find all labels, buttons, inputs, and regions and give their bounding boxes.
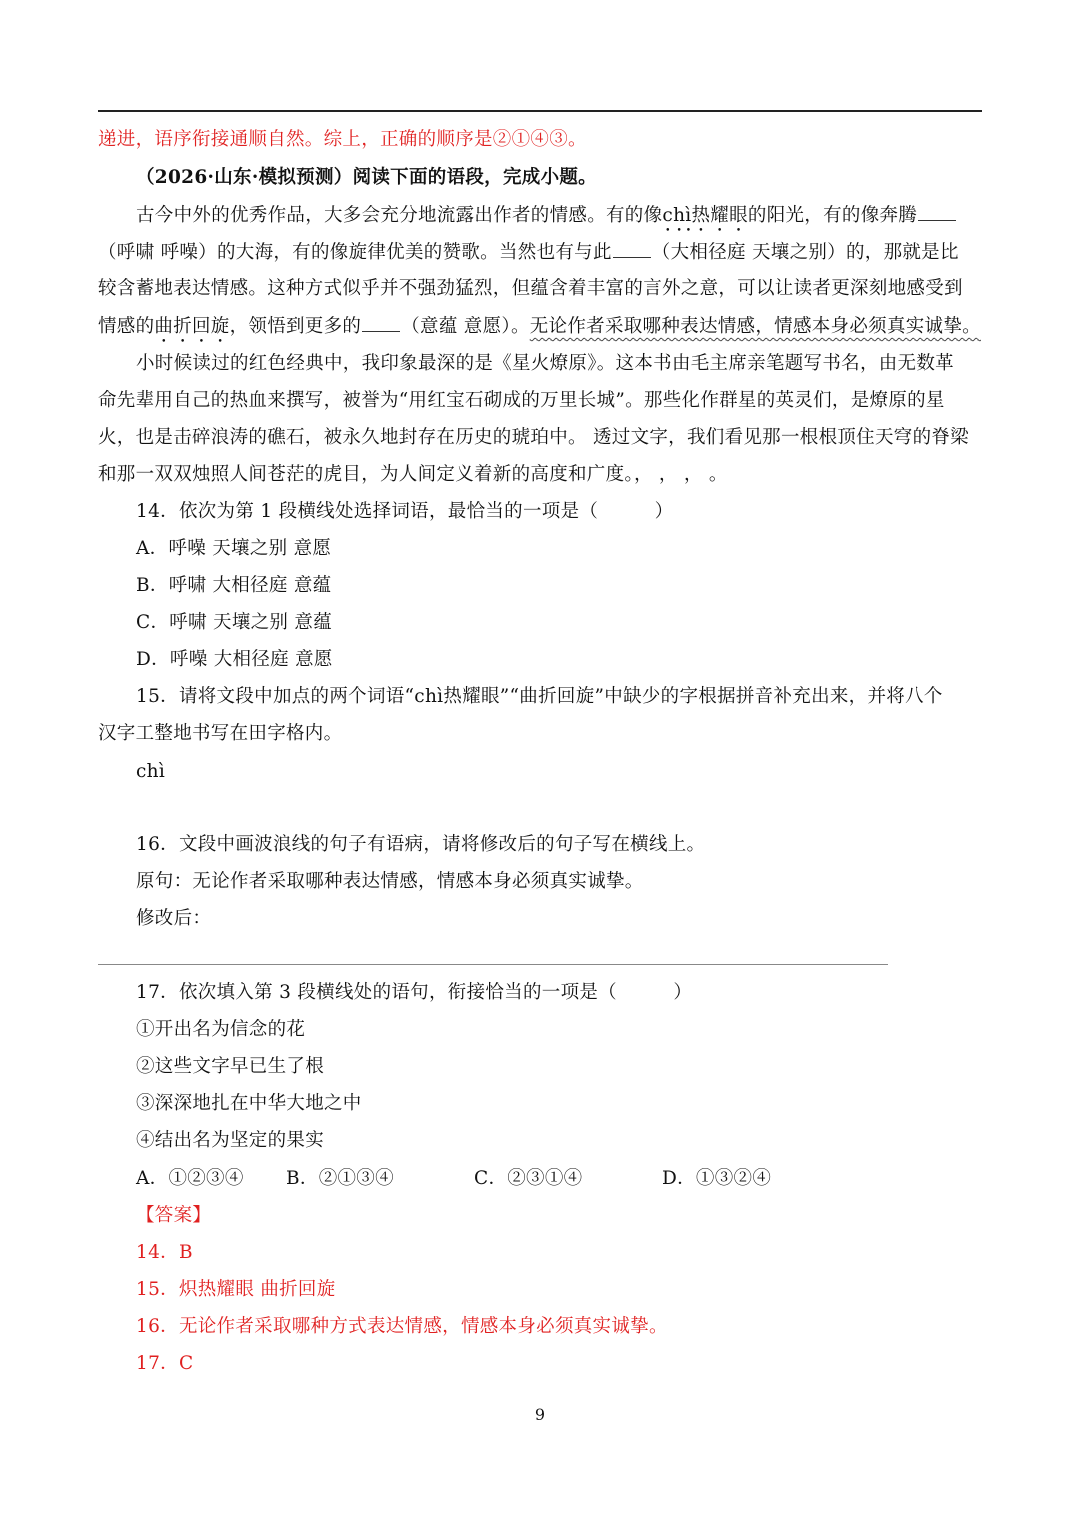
- q17-item-2: ②这些文字早已生了根: [136, 1056, 325, 1077]
- para1-line3: 较含蓄地表达情感。这种方式似乎并不强劲猛烈，但蕴含着丰富的言外之意，可以让读者更深刻地感受到: [98, 278, 963, 299]
- para1-line4: [98, 313, 984, 347]
- q17-option-b: B．②①③④: [286, 1168, 394, 1189]
- q14-option-b: B．呼啸 大相径庭 意蕴: [136, 575, 332, 596]
- answer-17: 17．C: [136, 1353, 194, 1374]
- para1-text: （意蕴 意愿）。: [401, 316, 530, 337]
- q17-item-3: ③深深地扎在中华大地之中: [136, 1093, 362, 1114]
- header-rule: [98, 110, 982, 112]
- answer-label: 【答案】: [136, 1205, 212, 1226]
- answer-16: 16．无论作者采取哪种方式表达情感，情感本身必须真实诚挚。: [136, 1316, 668, 1337]
- q16-original: 原句：无论作者采取哪种表达情感，情感本身必须真实诚挚。: [136, 871, 644, 892]
- q17-option-a: A．①②③④: [136, 1168, 244, 1189]
- page-number: 9: [534, 1405, 546, 1424]
- para2-line4: 和那一双双烛照人间苍茫的虎目，为人间定义着新的高度和广度。， ， ， 。: [98, 464, 728, 485]
- para1-text: 的阳光，有的像奔腾: [747, 205, 918, 226]
- para1-text: 古今中外的优秀作品，大多会充分地流露出作者的情感。有的像: [136, 205, 663, 226]
- q14-option-c: C．呼啸 天壤之别 意蕴: [136, 612, 333, 633]
- dotted-word-quzhe: 曲折回旋: [154, 316, 230, 337]
- blank-line-3: [362, 313, 400, 332]
- section-heading: （2026·山东·模拟预测）阅读下面的语段，完成小题。: [136, 167, 597, 188]
- para1-line2: [98, 239, 984, 266]
- q17-item-1: ①开出名为信念的花: [136, 1019, 306, 1040]
- q16-stem: 16．文段中画波浪线的句子有语病，请将修改后的句子写在横线上。: [136, 834, 706, 855]
- para2-line1: 小时候读过的红色经典中，我印象最深的是《星火燎原》。这本书由毛主席亲笔题写书名，由无数革: [136, 353, 954, 374]
- para1-text: ，领悟到更多的: [229, 316, 362, 337]
- para1-line1: [136, 202, 1022, 236]
- blank-line-2: [613, 239, 651, 258]
- q16-revised-label: 修改后：: [136, 908, 212, 929]
- answer-write-line: [98, 964, 888, 965]
- answer-15: 15．炽热耀眼 曲折回旋: [136, 1279, 336, 1300]
- q17-option-d: D．①③②④: [662, 1168, 772, 1189]
- q17-option-c: C．②③①④: [474, 1168, 583, 1189]
- para1-text: （大相径庭 天壤之别）的，那就是比: [651, 242, 959, 263]
- q15-pinyin: chì: [136, 761, 166, 782]
- q14-option-d: D．呼噪 大相径庭 意愿: [136, 649, 333, 670]
- para2-line2: 命先辈用自己的热血来撰写，被誉为“用红宝石砌成的万里长城”。那些化作群星的英灵们，是燎原的星: [98, 390, 945, 411]
- q17-item-4: ④结出名为坚定的果实: [136, 1130, 325, 1151]
- q14-stem: 14．依次为第 1 段横线处选择词语，最恰当的一项是（ ）: [136, 501, 674, 522]
- dotted-word-chire: chì热耀眼: [662, 205, 748, 226]
- q17-options: [136, 1166, 1022, 1192]
- q15-stem-line2: 汉字工整地书写在田字格内。: [98, 723, 343, 744]
- para2-line3: 火，也是击碎浪涛的礁石，被永久地封存在历史的琥珀中。 透过文字，我们看见那一根根顶住天穹的脊梁: [98, 427, 969, 448]
- para1-text: （呼啸 呼噪）的大海，有的像旋律优美的赞歌。当然也有与此: [98, 242, 612, 263]
- q17-stem: 17．依次填入第 3 段横线处的语句，衔接恰当的一项是（ ）: [136, 982, 693, 1003]
- blank-line-1: [918, 202, 956, 221]
- q14-option-a: A．呼噪 天壤之别 意愿: [136, 538, 332, 559]
- answer-14: 14．B: [136, 1242, 193, 1263]
- q15-stem-line1: 15．请将文段中加点的两个词语“chì热耀眼”“曲折回旋”中缺少的字根据拼音补充出来，并将八个: [136, 686, 943, 707]
- previous-answer-text: 递进，语序衔接通顺自然。综上，正确的顺序是②①④③。: [98, 129, 587, 150]
- wavy-sentence: 无论作者采取哪种表达情感，情感本身必须真实诚挚。: [529, 316, 981, 337]
- para1-text: 情感的: [98, 316, 155, 337]
